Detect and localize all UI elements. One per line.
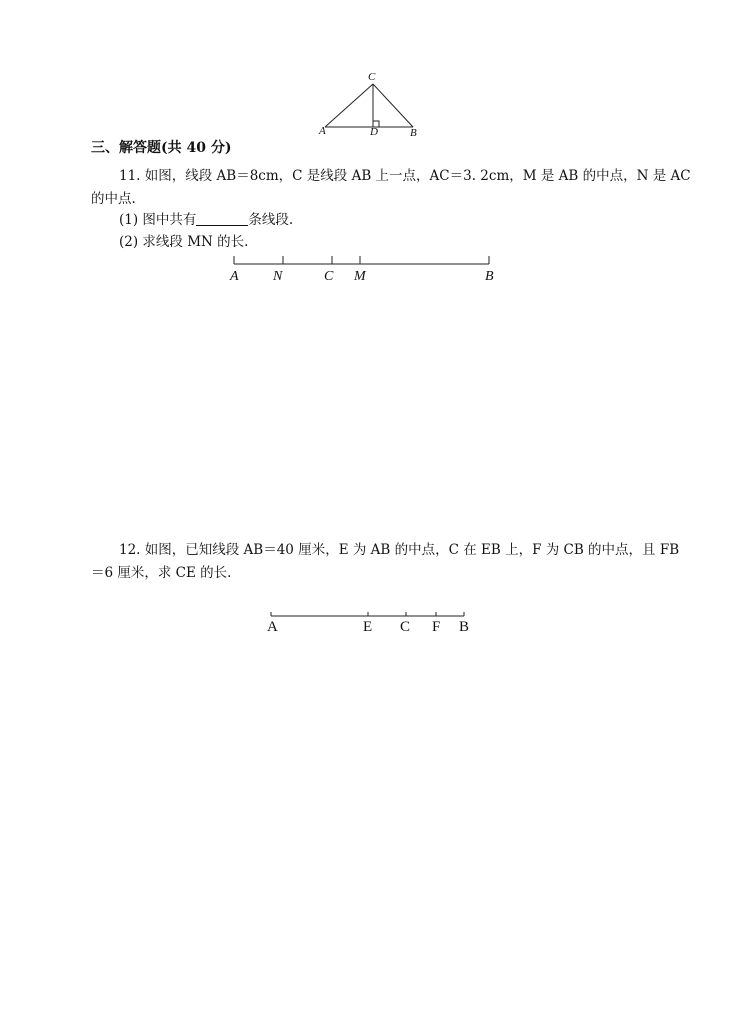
q11-label-n: N: [273, 269, 283, 284]
triangle-label-c: C: [368, 71, 376, 83]
q11-line2: 的中点.: [91, 191, 136, 207]
q11-part1-prefix: (1) 图中共有: [119, 212, 197, 228]
q12-label-f: F: [432, 619, 441, 635]
q12-segment-figure: [262, 605, 482, 645]
q12-line2: ＝6 厘米，求 CE 的长.: [91, 565, 232, 581]
q12-label-a: A: [267, 619, 278, 635]
triangle-label-d: D: [370, 126, 378, 138]
q11-answer-blank[interactable]: [196, 211, 248, 226]
q11-label-m: M: [354, 269, 366, 284]
q12-line1: 12. 如图，已知线段 AB＝40 厘米，E 为 AB 的中点，C 在 EB 上，F 为 CB 的中点，且 FB: [119, 542, 680, 558]
q12-label-c: C: [400, 619, 411, 635]
q11-part2: (2) 求线段 MN 的长.: [119, 234, 249, 250]
q11-label-c: C: [324, 269, 334, 284]
q11-label-b: B: [485, 269, 494, 284]
q11-part1-suffix: 条线段.: [248, 212, 294, 228]
q12-label-e: E: [363, 619, 373, 635]
q11-label-a: A: [230, 269, 239, 284]
q11-segment-figure: [225, 250, 505, 290]
q11-line1: 11. 如图，线段 AB＝8cm，C 是线段 AB 上一点，AC＝3. 2cm，M 是 AB 的中点，N 是 AC: [119, 168, 691, 184]
side-ac: [325, 84, 373, 127]
triangle-label-a: A: [319, 125, 326, 137]
triangle-label-b: B: [410, 127, 417, 139]
section-heading: 三、解答题(共 40 分): [91, 140, 232, 156]
triangle-figure: [310, 70, 430, 140]
q12-label-b: B: [459, 619, 470, 635]
q11-part1: [119, 210, 293, 230]
